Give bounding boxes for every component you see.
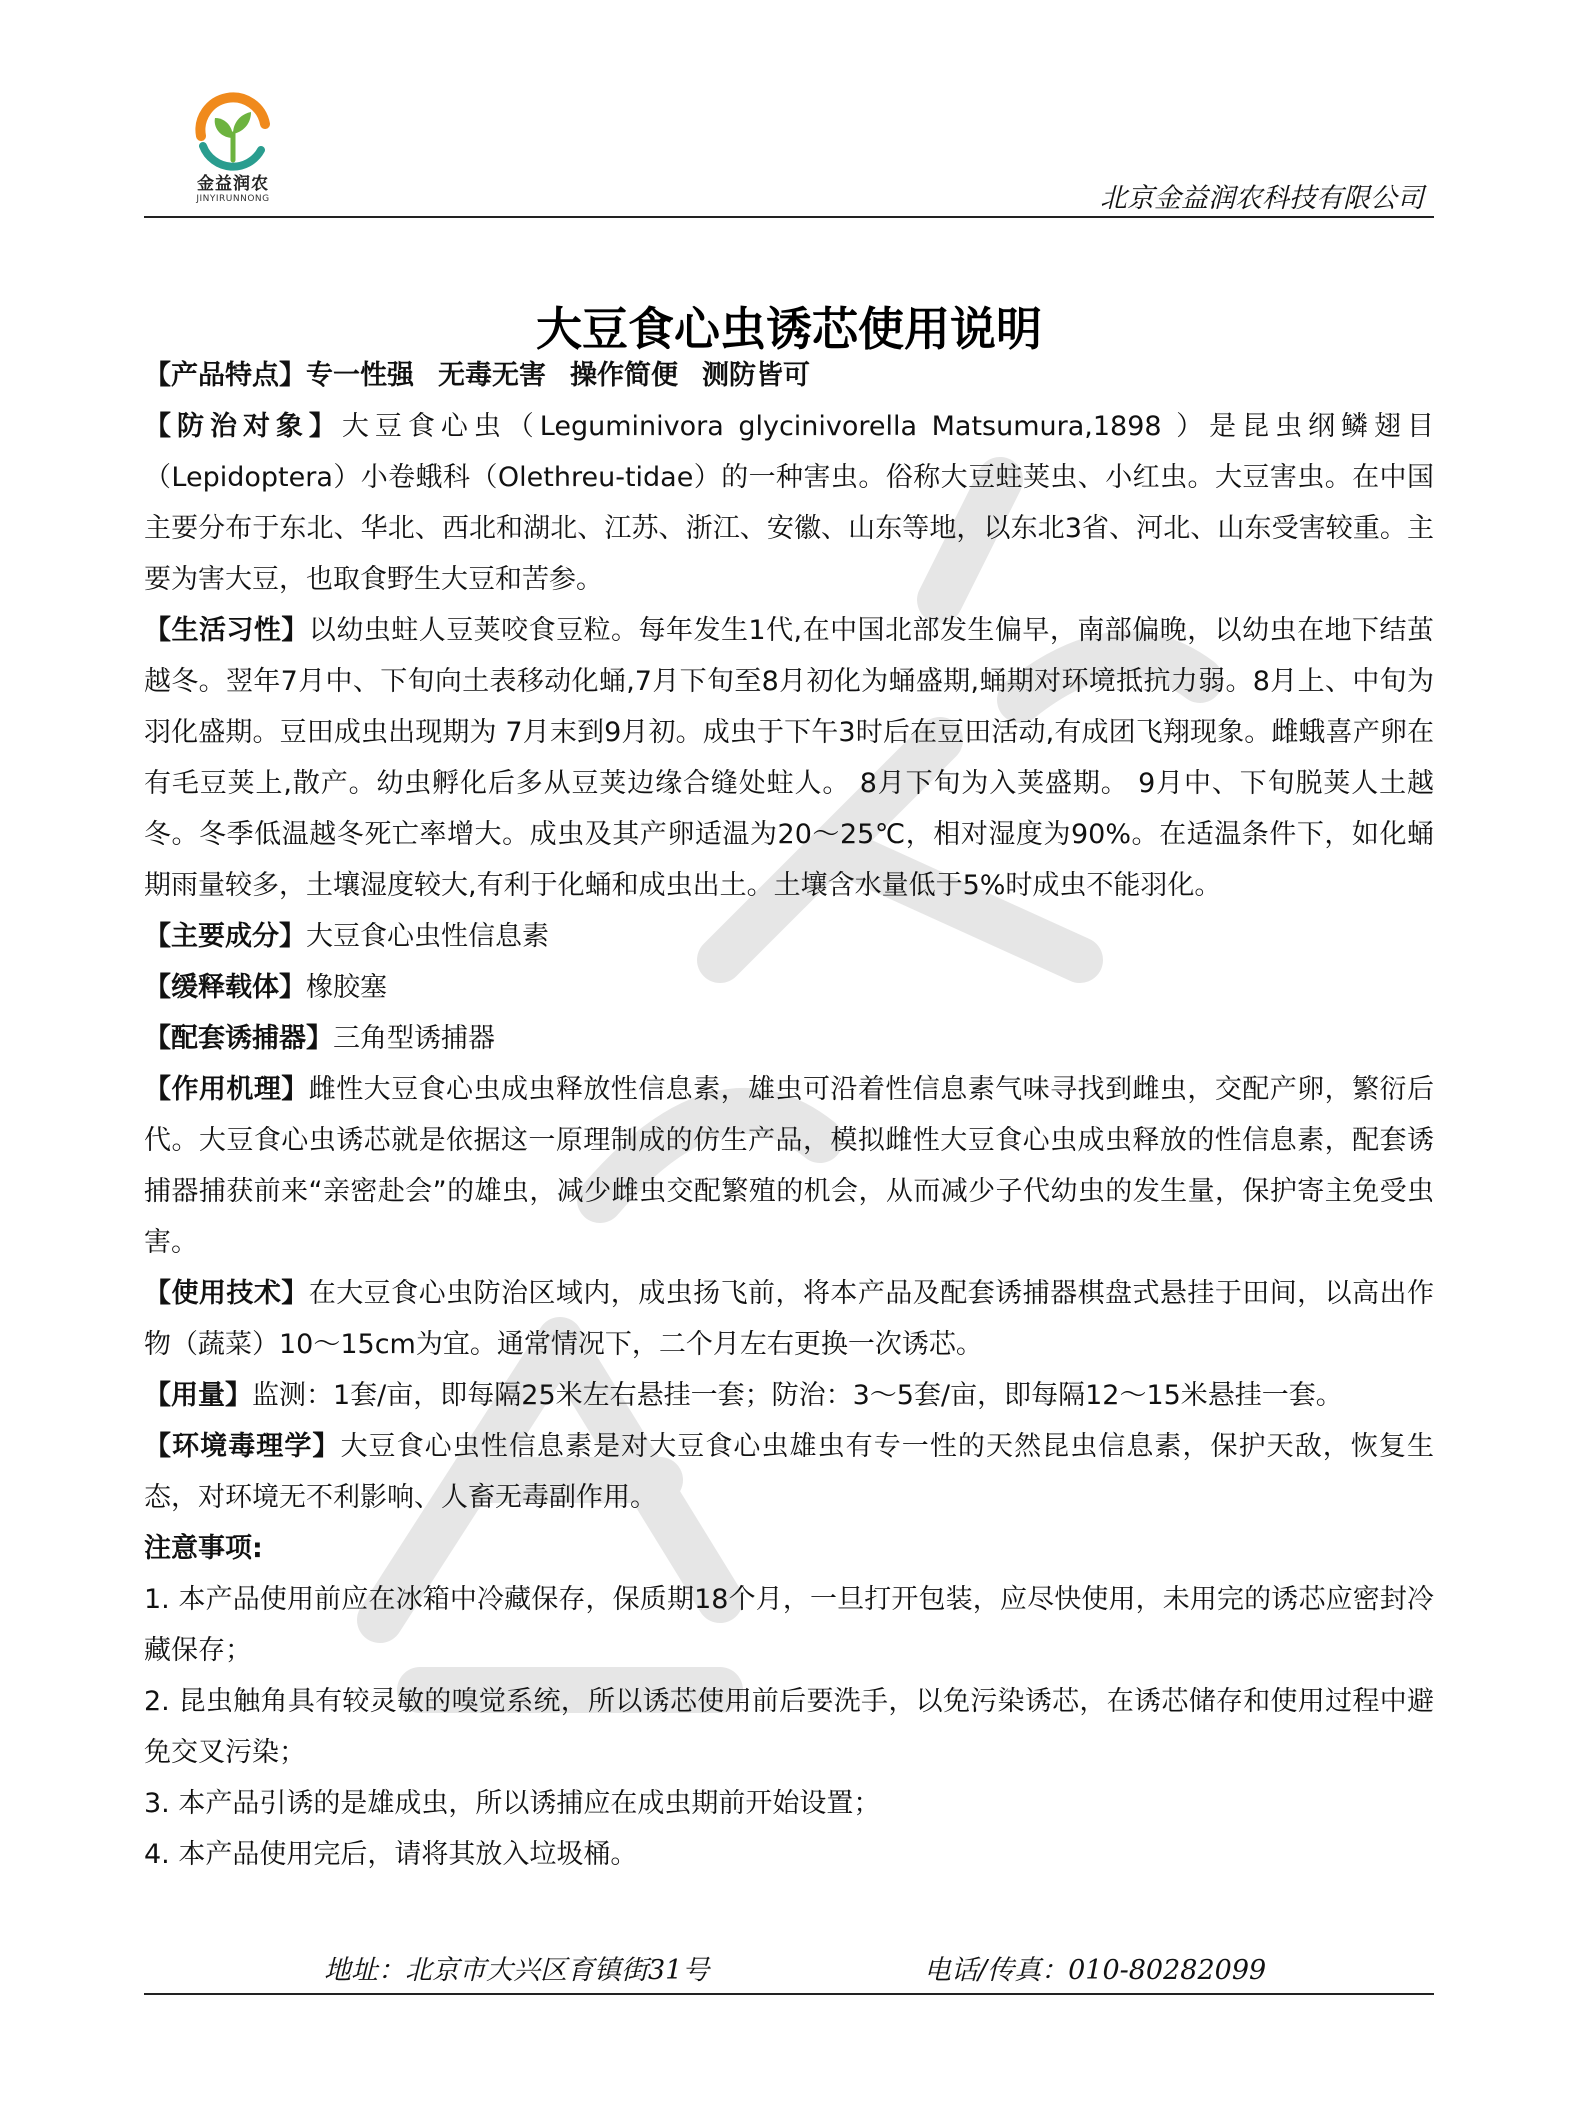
section-text: 橡胶塞 [306, 972, 387, 1003]
section-text: 在大豆食心虫防治区域内，成虫扬飞前，将本产品及配套诱捕器棋盘式悬挂于田间，以高出作物（蔬菜）10～15cm为宜。通常情况下，二个月左右更换一次诱芯。 [144, 1278, 1435, 1360]
section-label: 【主要成分】 [144, 921, 306, 952]
section-text: 大豆食心虫（Leguminivora glycinivorella Matsumura,1898 ）是昆虫纲鳞翅目（Lepidoptera）小卷蛾科（Olethreu-tidae）的一种害虫。俗称大豆蛀荚虫、小红虫。大豆害虫。在中国主要分布于东北、华北、西北和湖北、江苏、浙江、安徽、山东等地，以东北3省、河北、山东受害较重。主要为害大豆，也取食野生大豆和苦参。 [144, 411, 1435, 595]
section-trap [144, 1013, 1434, 1064]
section-label: 【生活习性】 [144, 615, 309, 646]
page-header [144, 90, 1434, 216]
document-body [144, 350, 1434, 1880]
section-ingredient [144, 911, 1434, 962]
note-item: 2. 昆虫触角具有较灵敏的嗅觉系统，所以诱芯使用前后要洗手，以免污染诱芯，在诱芯储存和使用过程中避免交叉污染； [144, 1686, 1434, 1768]
footer-phone: 电话/传真：010-80282099 [924, 1955, 1267, 1986]
section-carrier [144, 962, 1434, 1013]
feature-item: 测防皆可 [702, 360, 810, 391]
company-logo [174, 90, 292, 205]
section-target [144, 401, 1434, 605]
section-label: 【使用技术】 [144, 1278, 309, 1309]
footer-address: 地址：北京市大兴区育镇街31号 [324, 1955, 710, 1986]
footer-divider [144, 1993, 1434, 1995]
section-label: 【环境毒理学】 [144, 1431, 341, 1462]
notes-title: 注意事项: [144, 1533, 263, 1564]
logo-name: 金益润农 [197, 174, 269, 194]
feature-item: 无毒无害 [438, 360, 546, 391]
section-text: 监测：1套/亩，即每隔25米左右悬挂一套；防治：3～5套/亩，即每隔12～15米悬挂一套。 [252, 1380, 1343, 1411]
company-name: 北京金益润农科技有限公司 [1100, 183, 1424, 214]
section-dosage [144, 1370, 1434, 1421]
section-label: 【缓释载体】 [144, 972, 306, 1003]
section-mechanism [144, 1064, 1434, 1268]
section-features [144, 350, 1434, 401]
section-text: 三角型诱捕器 [333, 1023, 495, 1054]
section-label: 【作用机理】 [144, 1074, 309, 1105]
section-toxicology [144, 1421, 1434, 1523]
page-title: 大豆食心虫诱芯使用说明 [536, 301, 1042, 356]
section-usage [144, 1268, 1434, 1370]
page-footer [144, 1948, 1434, 1988]
note-item: 3. 本产品引诱的是雄成虫，所以诱捕应在成虫期前开始设置； [144, 1788, 881, 1819]
sprout-logo-icon [191, 90, 275, 174]
feature-item: 操作简便 [570, 360, 678, 391]
section-text: 大豆食心虫性信息素是对大豆食心虫雄虫有专一性的天然昆虫信息素，保护天敌，恢复生态，对环境无不利影响、人畜无毒副作用。 [144, 1431, 1435, 1513]
section-label: 【产品特点】 [144, 360, 306, 391]
note-item: 1. 本产品使用前应在冰箱中冷藏保存，保质期18个月，一旦打开包装，应尽快使用，未用完的诱芯应密封冷藏保存； [144, 1584, 1434, 1666]
logo-pinyin: JINYIRUNNONG [196, 194, 270, 204]
header-divider [144, 216, 1434, 218]
section-label: 【防治对象】 [144, 411, 342, 442]
section-label: 【配套诱捕器】 [144, 1023, 333, 1054]
note-item: 4. 本产品使用完后，请将其放入垃圾桶。 [144, 1839, 638, 1870]
section-text: 以幼虫蛀人豆荚咬食豆粒。每年发生1代,在中国北部发生偏早，南部偏晚，以幼虫在地下结茧越冬。翌年7月中、下旬向土表移动化蛹,7月下旬至8月初化为蛹盛期,蛹期对环境抵抗力弱。8月上、中旬为羽化盛期。豆田成虫出现期为 7月末到9月初。成虫于下午3时后在豆田活动,有成团飞翔现象。雌蛾喜产卵在有毛豆荚上,散产。幼虫孵化后多从豆荚边缘合缝处蛀人。 8月下旬为入荚盛期。 9月中、下旬脱荚人土越冬。冬季低温越冬死亡率增大。成虫及其产卵适温为20～25℃，相对湿度为90%。在适温条件下，如化蛹期雨量较多，土壤湿度较大,有利于化蛹和成虫出土。土壤含水量低于5%时成虫不能羽化。 [144, 615, 1434, 901]
feature-item: 专一性强 [306, 360, 414, 391]
section-text: 大豆食心虫性信息素 [306, 921, 549, 952]
section-habits [144, 605, 1434, 911]
section-label: 【用量】 [144, 1380, 252, 1411]
section-text: 雌性大豆食心虫成虫释放性信息素，雄虫可沿着性信息素气味寻找到雌虫，交配产卵，繁衍后代。大豆食心虫诱芯就是依据这一原理制成的仿生产品，模拟雌性大豆食心虫成虫释放的性信息素，配套诱捕器捕获前来“亲密赴会”的雄虫，减少雌虫交配繁殖的机会，从而减少子代幼虫的发生量，保护寄主免受虫害。 [144, 1074, 1435, 1258]
